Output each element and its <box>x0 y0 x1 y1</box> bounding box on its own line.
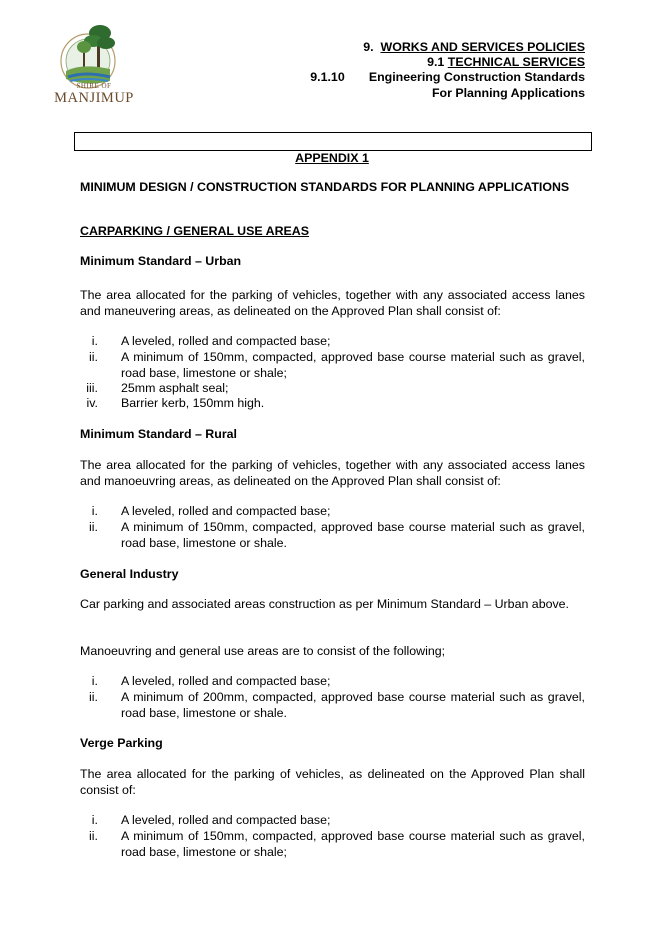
industry-heading: General Industry <box>80 567 179 581</box>
rural-heading: Minimum Standard – Rural <box>80 427 237 441</box>
logo-line2: MANJIMUP <box>54 90 134 106</box>
list-text: A minimum of 150mm, compacted, approved base course material such as gravel, road base, limestone or shale; <box>121 350 585 380</box>
verge-intro: The area allocated for the parking of vehicles, as delineated on the Approved Plan shall consist of: <box>80 767 585 797</box>
header-section-number: 9. <box>363 40 374 54</box>
header-policy <box>310 70 585 84</box>
header-section-title: WORKS AND SERVICES POLICIES <box>380 40 585 54</box>
list-number: i. <box>91 813 98 827</box>
list-text: A leveled, rolled and compacted base; <box>121 674 331 688</box>
list-number: ii. <box>89 690 98 704</box>
list-text: A leveled, rolled and compacted base; <box>121 504 331 518</box>
header-subsection <box>427 55 585 69</box>
list-text: Barrier kerb, 150mm high. <box>121 396 265 410</box>
header-rule-box <box>74 132 592 151</box>
header-policy-number: 9.1.10 <box>310 70 345 84</box>
main-title: MINIMUM DESIGN / CONSTRUCTION STANDARDS FOR PLANNING APPLICATIONS <box>80 180 570 194</box>
list-number: i. <box>91 504 98 518</box>
list-number: iii. <box>86 381 98 395</box>
header-subsection-title: TECHNICAL SERVICES <box>447 55 585 69</box>
list-number: iv. <box>86 396 98 410</box>
urban-intro: The area allocated for the parking of vehicles, together with any associated access lanes and maneuvering areas, as delineated on the Approved Plan shall consist of: <box>80 288 585 318</box>
list-number: i. <box>91 334 98 348</box>
list-text: A minimum of 150mm, compacted, approved base course material such as gravel, road base, limestone or shale. <box>121 520 585 550</box>
verge-heading: Verge Parking <box>80 736 163 750</box>
section-heading: CARPARKING / GENERAL USE AREAS <box>80 224 310 238</box>
logo-line1: SHIRE OF <box>76 82 112 90</box>
list-number: ii. <box>89 829 98 843</box>
header-policy-title-line1: Engineering Construction Standards <box>368 70 585 84</box>
list-number: ii. <box>89 350 98 364</box>
rural-intro: The area allocated for the parking of vehicles, together with any associated access lanes and manoeuvring areas, as delineated on the Approved Plan shall consist of: <box>80 458 585 488</box>
header-section <box>363 40 585 54</box>
list-text: A leveled, rolled and compacted base; <box>121 813 331 827</box>
industry-para1: Car parking and associated areas construction as per Minimum Standard – Urban above. <box>80 597 570 611</box>
list-number: ii. <box>89 520 98 534</box>
list-text: A minimum of 200mm, compacted, approved base course material such as gravel, road base, limestone or shale. <box>121 690 585 720</box>
list-number: i. <box>91 674 98 688</box>
header-policy-title-line2: For Planning Applications <box>431 86 585 100</box>
list-text: A leveled, rolled and compacted base; <box>121 334 331 348</box>
list-text: A minimum of 150mm, compacted, approved base course material such as gravel, road base, limestone or shale; <box>121 829 585 859</box>
industry-para2: Manoeuvring and general use areas are to consist of the following; <box>80 644 446 658</box>
appendix-title: APPENDIX 1 <box>295 151 369 165</box>
list-text: 25mm asphalt seal; <box>121 381 229 395</box>
urban-heading: Minimum Standard – Urban <box>80 254 242 268</box>
header-subsection-number: 9.1 <box>427 55 445 69</box>
